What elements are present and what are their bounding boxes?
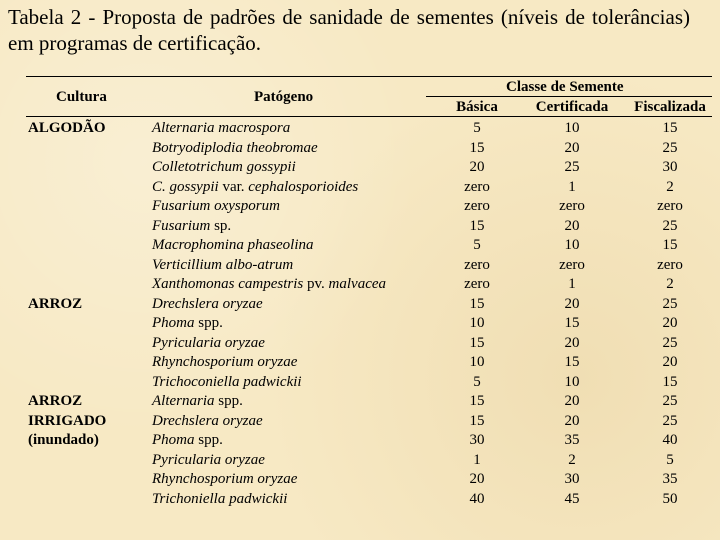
patogeno-qualifier: spp. (194, 432, 223, 448)
table-row (26, 373, 712, 393)
certificada-value: 15 (564, 315, 580, 331)
basica-value: 10 (469, 315, 485, 331)
fiscalizada-value: 35 (662, 471, 678, 487)
certificada-value: 20 (564, 393, 580, 409)
patogeno-subname: cephalosporioides (248, 178, 359, 195)
fiscalizada-value: 15 (662, 373, 678, 390)
fiscalizada-value: 20 (662, 315, 678, 331)
certificada-value: 2 (568, 451, 576, 468)
cultura-label: ARROZ (28, 295, 83, 312)
table-row (26, 275, 712, 295)
certificada-value: zero (559, 198, 585, 214)
patogeno-subname: malvacea (328, 276, 387, 292)
patogeno-cell (152, 217, 231, 237)
patogeno-cell (152, 275, 386, 295)
patogeno-name: Pyricularia oryzae (152, 334, 265, 351)
basica-value: 5 (473, 373, 481, 390)
patogeno-qualifier: sp. (210, 217, 232, 234)
table-row (26, 353, 712, 373)
patogeno-qualifier: spp. (214, 393, 243, 409)
basica-value: 1 (473, 451, 481, 468)
patogeno-cell (152, 256, 293, 276)
basica-value: zero (464, 256, 490, 273)
patogeno-cell (152, 392, 243, 412)
certificada-value: 15 (564, 354, 580, 370)
table-row (26, 256, 712, 276)
table-row (26, 334, 712, 354)
header-cultura: Cultura (56, 89, 107, 105)
patogeno-name: Alternaria macrospora (152, 120, 291, 136)
patogeno-name: Fusarium oxysporum (152, 198, 280, 214)
seed-health-table (26, 74, 712, 514)
certificada-value: 45 (564, 490, 580, 507)
fiscalizada-value: zero (657, 198, 683, 214)
patogeno-name: Alternaria (152, 393, 215, 409)
cultura-label: ALGODÃO (28, 120, 106, 136)
table-row (26, 236, 712, 256)
certificada-value: 10 (564, 373, 580, 390)
patogeno-cell (152, 197, 280, 217)
table-row (26, 197, 712, 217)
certificada-value: 20 (564, 412, 580, 429)
patogeno-name: Phoma (152, 432, 195, 448)
fiscalizada-value: 25 (662, 217, 678, 234)
cultura-cell (28, 295, 82, 315)
patogeno-name: Trichoniella padwickii (152, 490, 288, 507)
certificada-value: 20 (564, 334, 580, 351)
patogeno-cell (152, 373, 302, 393)
basica-value: 20 (469, 159, 485, 175)
fiscalizada-value: zero (657, 256, 683, 273)
certificada-value: 10 (564, 237, 580, 253)
patogeno-name: Rhynchosporium oryzae (152, 354, 298, 370)
table-row (26, 314, 712, 334)
patogeno-name: Rhynchosporium oryzae (152, 471, 298, 487)
patogeno-name: Verticillium albo-atrum (152, 256, 294, 273)
cultura-label: IRRIGADO (28, 412, 107, 429)
patogeno-name: Colletotrichum gossypii (152, 159, 296, 175)
table-row (26, 431, 712, 451)
basica-value: 15 (469, 295, 485, 312)
header-classe-de-semente: Classe de Semente (506, 79, 624, 95)
table-row (26, 217, 712, 237)
fiscalizada-value: 25 (662, 334, 678, 351)
fiscalizada-value: 20 (662, 354, 678, 370)
patogeno-cell (152, 470, 297, 490)
patogeno-name: Fusarium (152, 217, 211, 234)
fiscalizada-value: 25 (662, 295, 678, 312)
certificada-value: 1 (568, 178, 576, 195)
patogeno-qualifier: pv. (303, 276, 329, 292)
fiscalizada-value: 40 (662, 432, 678, 448)
basica-value: 5 (473, 120, 481, 136)
basica-value: 15 (469, 393, 485, 409)
fiscalizada-value: 25 (662, 393, 678, 409)
cultura-cell (28, 119, 106, 139)
patogeno-name: Drechslera oryzae (152, 412, 263, 429)
patogeno-name: Phoma (152, 315, 195, 331)
patogeno-cell (152, 295, 263, 315)
patogeno-name: C. gossypii (152, 178, 219, 195)
basica-value: 15 (469, 139, 485, 156)
basica-value: 15 (469, 217, 485, 234)
table-row (26, 490, 712, 510)
table-row (26, 139, 712, 159)
patogeno-cell (152, 158, 296, 178)
table-row (26, 119, 712, 139)
basica-value: 20 (469, 471, 485, 487)
table-row (26, 295, 712, 315)
certificada-value: 35 (564, 432, 580, 448)
certificada-value: 25 (564, 159, 580, 175)
basica-value: 40 (469, 490, 485, 507)
patogeno-cell (152, 178, 358, 198)
patogeno-cell (152, 236, 314, 256)
table-row (26, 178, 712, 198)
header-certificada: Certificada (535, 99, 609, 115)
patogeno-cell (152, 412, 263, 432)
basica-value: 5 (473, 237, 481, 253)
patogeno-cell (152, 451, 265, 471)
patogeno-cell (152, 490, 287, 510)
cultura-label: (inundado) (28, 432, 99, 448)
table-row (26, 470, 712, 490)
patogeno-cell (152, 431, 223, 451)
fiscalizada-value: 2 (666, 276, 674, 292)
basica-value: zero (464, 276, 490, 292)
certificada-value: 10 (564, 120, 580, 136)
certificada-value: 20 (564, 139, 580, 156)
basica-value: zero (464, 198, 490, 214)
fiscalizada-value: 15 (662, 120, 678, 136)
basica-value: 30 (469, 432, 485, 448)
cultura-label: ARROZ (28, 393, 83, 409)
patogeno-qualifier: spp. (194, 315, 223, 331)
table-top-rule (26, 76, 712, 77)
patogeno-cell (152, 119, 290, 139)
basica-value: 15 (469, 334, 485, 351)
basica-value: 10 (469, 354, 485, 370)
fiscalizada-value: 30 (662, 159, 678, 175)
patogeno-name: Trichoconiella padwickii (152, 373, 302, 390)
certificada-value: 20 (564, 217, 580, 234)
patogeno-qualifier: var. (218, 178, 249, 195)
certificada-value: 1 (568, 276, 576, 292)
table-row (26, 158, 712, 178)
patogeno-name: Xanthomonas campestris (152, 276, 304, 292)
basica-value: zero (464, 178, 490, 195)
fiscalizada-value: 25 (662, 412, 678, 429)
table-row (26, 412, 712, 432)
patogeno-name: Pyricularia oryzae (152, 451, 265, 468)
patogeno-name: Drechslera oryzae (152, 295, 263, 312)
certificada-value: 20 (564, 295, 580, 312)
fiscalizada-value: 5 (666, 451, 674, 468)
patogeno-cell (152, 353, 297, 373)
fiscalizada-value: 50 (662, 490, 678, 507)
class-header-rule (426, 96, 712, 97)
table-row (26, 451, 712, 471)
header-bottom-rule (26, 116, 712, 117)
patogeno-name: Botryodiplodia theobromae (152, 139, 318, 156)
fiscalizada-value: 15 (662, 237, 678, 253)
basica-value: 15 (469, 412, 485, 429)
header-fiscalizada: Fiscalizada (634, 99, 706, 115)
patogeno-name: Macrophomina phaseolina (152, 237, 314, 253)
patogeno-cell (152, 314, 223, 334)
table-caption: Tabela 2 - Proposta de padrões de sanidade de sementes (níveis de tolerâncias) em programas de certificação. (8, 5, 690, 55)
certificada-value: 30 (564, 471, 580, 487)
patogeno-cell (152, 139, 318, 159)
certificada-value: zero (559, 256, 585, 273)
header-basica: Básica (456, 99, 498, 115)
fiscalizada-value: 25 (662, 139, 678, 156)
patogeno-cell (152, 334, 265, 354)
header-patogeno: Patógeno (254, 89, 314, 105)
fiscalizada-value: 2 (666, 178, 674, 195)
table-body (26, 119, 712, 509)
